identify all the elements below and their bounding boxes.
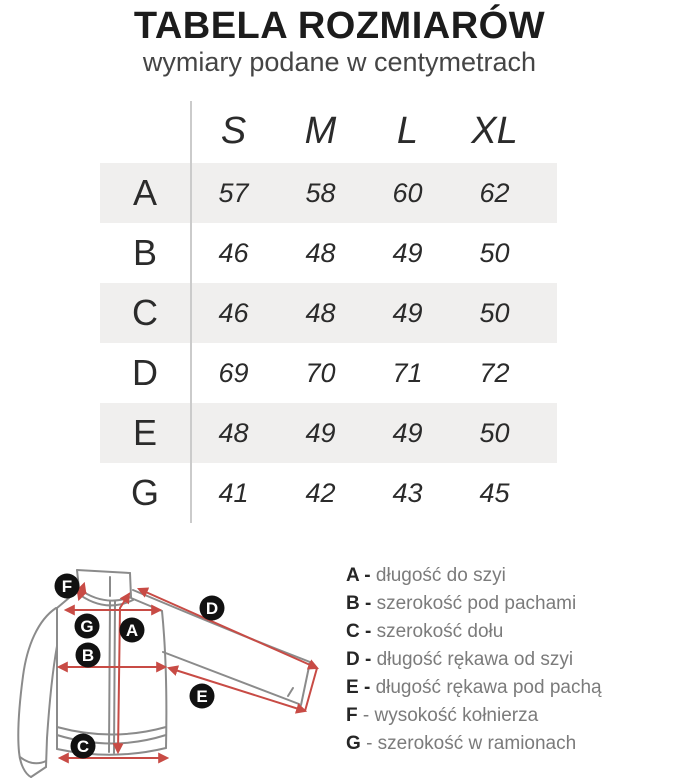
row-label: B	[132, 232, 157, 273]
legend-item-E	[346, 674, 602, 702]
cell-value: 49	[392, 417, 423, 448]
legend-letter: A -	[346, 565, 371, 586]
measurement-section	[0, 556, 679, 780]
badge-letter: A	[125, 621, 139, 640]
jacket-measurement-diagram	[0, 556, 330, 780]
column-header-m: M	[304, 109, 337, 152]
table-header-row	[100, 99, 557, 163]
row-label: E	[132, 412, 157, 453]
cell-value: 50	[479, 237, 510, 268]
row-label: C	[132, 292, 158, 333]
cell-value: 71	[392, 357, 423, 388]
column-header-l: L	[396, 109, 419, 152]
cell-value: 42	[305, 477, 336, 508]
badge-letter: E	[196, 687, 208, 706]
table-divider-line	[190, 101, 192, 523]
legend-text: długość rękawa pod pachą	[375, 677, 602, 698]
cell-value: 45	[479, 477, 510, 508]
legend-letter: D -	[346, 649, 372, 670]
table-row	[100, 403, 557, 463]
cell-value: 46	[218, 297, 249, 328]
cell-value: 72	[479, 357, 510, 388]
cell-value: 49	[392, 297, 423, 328]
legend-text: szerokość dołu	[376, 621, 504, 642]
legend-letter: C -	[346, 621, 372, 642]
table-row	[100, 343, 557, 403]
table-row	[100, 223, 557, 283]
legend-letter: E -	[346, 677, 371, 698]
legend-item-C	[346, 618, 602, 646]
header	[0, 0, 679, 77]
legend-item-B	[346, 590, 602, 618]
arrow-E	[169, 668, 305, 711]
cell-value: 43	[392, 477, 423, 508]
cell-value: 58	[305, 177, 336, 208]
cell-value: 48	[218, 417, 249, 448]
badge-letter: C	[76, 737, 90, 756]
column-header-xl: XL	[471, 109, 518, 152]
row-label: A	[132, 172, 157, 213]
cell-value: 69	[218, 357, 249, 388]
legend-letter: B -	[346, 593, 372, 614]
cell-value: 50	[479, 297, 510, 328]
legend-letter: G	[346, 733, 361, 754]
legend-text: - szerokość w ramionach	[366, 733, 577, 754]
cell-value: 41	[218, 477, 249, 508]
legend-item-G	[346, 730, 602, 758]
cell-value: 48	[305, 297, 336, 328]
cell-value: 57	[218, 177, 249, 208]
table-row	[100, 463, 557, 523]
legend-text: długość do szyi	[375, 565, 506, 586]
cell-value: 50	[479, 417, 510, 448]
size-table	[100, 99, 557, 523]
legend-item-D	[346, 646, 602, 674]
badge-letter: B	[81, 646, 95, 665]
page-title: TABELA ROZMIARÓW	[133, 5, 546, 47]
cell-value: 49	[392, 237, 423, 268]
badge-letter: G	[80, 617, 94, 636]
page-subtitle: wymiary podane w centymetrach	[142, 47, 537, 77]
cell-value: 49	[305, 417, 336, 448]
cell-value: 46	[218, 237, 249, 268]
measurement-legend	[346, 562, 602, 780]
legend-item-A	[346, 562, 602, 590]
legend-letter: F	[346, 705, 358, 726]
badge-letter: D	[205, 599, 219, 618]
legend-item-F	[346, 702, 602, 730]
measurement-arrows	[59, 584, 317, 758]
table-row	[100, 163, 557, 223]
badge-letter: F	[61, 577, 73, 596]
legend-text: szerokość pod pachami	[376, 593, 577, 614]
table-row	[100, 283, 557, 343]
column-header-s: S	[220, 109, 247, 152]
row-label: D	[132, 352, 158, 393]
legend-text: - wysokość kołnierza	[362, 705, 539, 726]
cell-value: 70	[305, 357, 336, 388]
row-label: G	[130, 472, 159, 513]
cell-value: 48	[305, 237, 336, 268]
cell-value: 62	[479, 177, 510, 208]
legend-text: długość rękawa od szyi	[376, 649, 574, 670]
cell-value: 60	[392, 177, 423, 208]
arrow-A	[118, 594, 129, 752]
